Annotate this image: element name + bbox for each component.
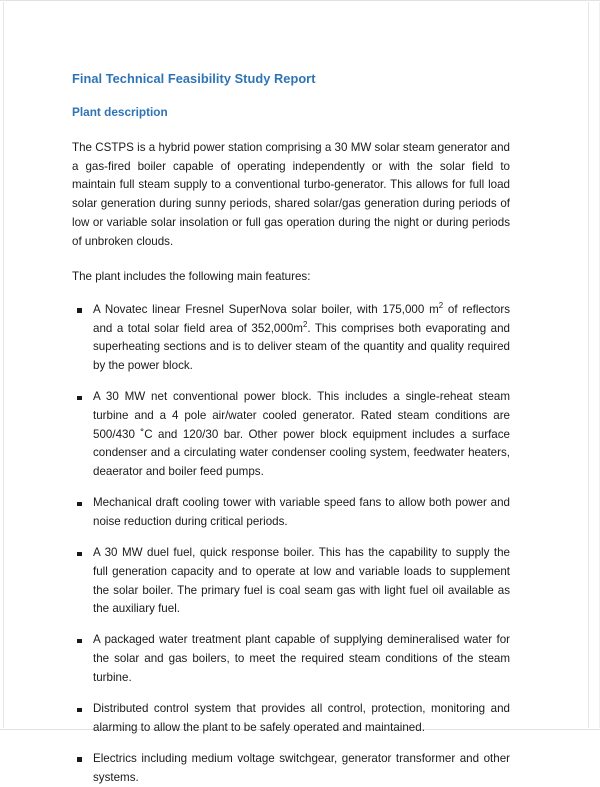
bullet-square-icon — [77, 708, 82, 713]
features-intro-line: The plant includes the following main features: — [72, 270, 311, 284]
list-item-text: Mechanical draft cooling tower with variable speed fans to allow both power and noise reduction during critical periods. — [93, 496, 510, 528]
bullet-square-icon — [77, 552, 82, 557]
intro-paragraph: The CSTPS is a hybrid power station comprising a 30 MW solar steam generator and a gas-fired boiler capable of operating independently or with the solar field to maintain full steam supply to a conventional turbo-generator. This allows for full load solar generation during sunny periods, shared solar/gas generation during periods of low or variable solar insolation or full gas operation during the night or during periods of unbroken clouds. — [72, 141, 510, 248]
list-item — [72, 494, 510, 531]
list-item-text: A 30 MW net conventional power block. This includes a single-reheat steam turbine and a 4 pole air/water cooled generator. Rated steam conditions are 500/430 ˚C and 120/30 bar. Other power block equipment includes a surface condenser and a circulating water condenser cooling system, feedwater heaters, deaerator and boiler feed pumps. — [93, 390, 510, 479]
list-item — [72, 388, 510, 482]
list-item-text: A packaged water treatment plant capable of supplying demineralised water for the solar and gas boilers, to meet the required steam conditions of the steam turbine. — [93, 633, 510, 684]
bullet-square-icon — [77, 502, 82, 507]
page-left-rule — [3, 2, 4, 728]
list-item — [72, 301, 510, 376]
body-block — [72, 139, 510, 787]
list-item — [72, 544, 510, 619]
list-item-text: Distributed control system that provides all control, protection, monitoring and alarming to allow the plant to be safely operated and maintained. — [93, 702, 510, 734]
page-right-rule — [588, 2, 589, 728]
superscript: 2 — [438, 301, 444, 311]
bullet-square-icon — [77, 396, 82, 401]
list-item-text: A Novatec linear Fresnel SuperNova solar boiler, with 175,000 $m^2$ of reflectors and a total solar field area of $352,000m^2$. This comprises both evaporating and superheating sections and is to deliver steam of the quantity and quality required by the power block. — [93, 301, 510, 373]
list-item-text: Electrics including medium voltage switchgear, generator transformer and other systems. — [93, 751, 510, 784]
bullet-square-icon — [77, 639, 82, 644]
bullet-square-icon — [77, 757, 82, 762]
bullet-square-icon — [77, 308, 82, 313]
list-item — [72, 631, 510, 687]
page-title: Final Technical Feasibility Study Report — [72, 71, 316, 86]
section-heading-plant-description: Plant description — [72, 105, 168, 119]
list-item-text: A 30 MW duel fuel, quick response boiler. This has the capability to supply the full generation capacity and to operate at low and variable loads to supplement the solar boiler. The primary fuel is coal seam gas with light fuel oil available as the auxiliary fuel. — [93, 546, 510, 616]
list-item — [72, 750, 510, 787]
features-list — [72, 301, 510, 787]
list-item — [72, 700, 510, 737]
superscript: 2 — [302, 319, 308, 329]
